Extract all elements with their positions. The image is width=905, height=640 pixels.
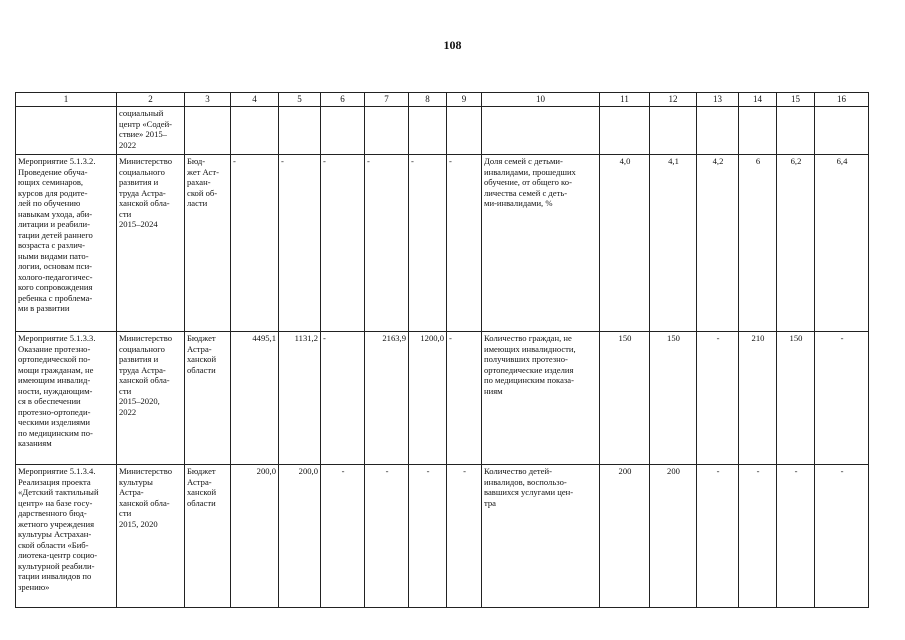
funding-value-cell (321, 107, 365, 155)
indicator-value-cell: 200 (600, 465, 650, 608)
table-row (16, 465, 869, 608)
indicator-value-cell: - (697, 332, 739, 465)
column-number-header: 4 (231, 93, 279, 107)
indicator-value-cell: - (739, 465, 777, 608)
funding-value-cell: - (447, 465, 482, 608)
funding-value-cell: - (321, 332, 365, 465)
executor-cell: Министерство культуры Астра- ханской обла- сти 2015, 2020 (117, 465, 185, 608)
indicator-cell: Количество детей- инвалидов, воспользо- вавшихся услугами цен- тра (482, 465, 600, 608)
column-number-header: 2 (117, 93, 185, 107)
column-number-header: 1 (16, 93, 117, 107)
column-number-header: 13 (697, 93, 739, 107)
funding-value-cell: - (409, 465, 447, 608)
page-number: 108 (443, 38, 462, 52)
indicator-value-cell: 200 (650, 465, 697, 608)
funding-value-cell (447, 107, 482, 155)
indicator-value-cell (739, 107, 777, 155)
funding-value-cell: - (447, 332, 482, 465)
indicator-value-cell: - (815, 465, 869, 608)
indicator-cell (482, 107, 600, 155)
funding-value-cell: - (365, 155, 409, 332)
funding-value-cell (279, 107, 321, 155)
funding-value-cell: 1131,2 (279, 332, 321, 465)
indicator-value-cell: 150 (650, 332, 697, 465)
column-number-header: 12 (650, 93, 697, 107)
funding-source-cell: Бюджет Астра- ханской области (185, 332, 231, 465)
indicator-value-cell: 150 (777, 332, 815, 465)
table-row (16, 332, 869, 465)
indicator-value-cell (697, 107, 739, 155)
funding-value-cell: - (231, 155, 279, 332)
program-measures-table (15, 92, 869, 608)
indicator-value-cell: - (815, 332, 869, 465)
column-number-header: 16 (815, 93, 869, 107)
indicator-value-cell (650, 107, 697, 155)
table-row (16, 107, 869, 155)
column-number-header: 5 (279, 93, 321, 107)
funding-value-cell: - (447, 155, 482, 332)
funding-value-cell (365, 107, 409, 155)
column-number-header: 11 (600, 93, 650, 107)
indicator-cell: Доля семей с детьми- инвалидами, прошедших обучение, от общего ко- личества семей с деть- ми-инвалидами, % (482, 155, 600, 332)
funding-value-cell: - (321, 155, 365, 332)
column-number-header: 15 (777, 93, 815, 107)
measure-name-cell: Мероприятие 5.1.3.3. Оказание протезно- ортопедической по- мощи гражданам, не имеющим инвалид- ности, нуждающим- ся в обеспечении протезно-ортопеди- ческими изделиями по медицинским по- казаниям (16, 332, 117, 465)
column-number-header: 9 (447, 93, 482, 107)
indicator-value-cell (600, 107, 650, 155)
measure-name-cell: Мероприятие 5.1.3.4. Реализация проекта «Детский тактильный центр» на базе госу- дарственного бюд- жетного учреждения культуры Астрахан- ской области «Биб- лиотека-центр социо- культурной реабили- тации инвалидов по зрению» (16, 465, 117, 608)
executor-cell: социальный центр «Содей- ствие» 2015– 2022 (117, 107, 185, 155)
indicator-value-cell: 150 (600, 332, 650, 465)
funding-value-cell: 2163,9 (365, 332, 409, 465)
column-number-header: 6 (321, 93, 365, 107)
indicator-value-cell (777, 107, 815, 155)
indicator-value-cell: 6,4 (815, 155, 869, 332)
column-number-header: 7 (365, 93, 409, 107)
funding-value-cell: 200,0 (279, 465, 321, 608)
funding-value-cell: 200,0 (231, 465, 279, 608)
funding-value-cell: - (279, 155, 321, 332)
table-row (16, 155, 869, 332)
funding-source-cell: Бюд- жет Аст- рахан- ской об- ласти (185, 155, 231, 332)
indicator-value-cell: 4,1 (650, 155, 697, 332)
indicator-value-cell (815, 107, 869, 155)
indicator-value-cell: 6,2 (777, 155, 815, 332)
indicator-value-cell: 4,0 (600, 155, 650, 332)
column-number-header: 3 (185, 93, 231, 107)
indicator-value-cell: - (697, 465, 739, 608)
funding-value-cell: - (365, 465, 409, 608)
column-number-header: 14 (739, 93, 777, 107)
funding-value-cell (409, 107, 447, 155)
table-header-row (16, 93, 869, 107)
indicator-value-cell: 6 (739, 155, 777, 332)
funding-value-cell (231, 107, 279, 155)
indicator-cell: Количество граждан, не имеющих инвалидности, получивших протезно- ортопедические изделия по медицинским показа- ниям (482, 332, 600, 465)
executor-cell: Министерство социального развития и труда Астра- ханской обла- сти 2015–2020, 2022 (117, 332, 185, 465)
column-number-header: 10 (482, 93, 600, 107)
funding-source-cell: Бюджет Астра- ханской области (185, 465, 231, 608)
funding-value-cell: - (409, 155, 447, 332)
funding-value-cell: 4495,1 (231, 332, 279, 465)
indicator-value-cell: - (777, 465, 815, 608)
indicator-value-cell: 210 (739, 332, 777, 465)
measure-name-cell (16, 107, 117, 155)
funding-source-cell (185, 107, 231, 155)
funding-value-cell: 1200,0 (409, 332, 447, 465)
column-number-header: 8 (409, 93, 447, 107)
measure-name-cell: Мероприятие 5.1.3.2. Проведение обуча- ющих семинаров, курсов для родите- лей по обучению навыкам ухода, аби- литации и реабили- тации детей раннего возраста с различ- ными видами пато- логии, основам пси- холого-педагогичес- кого сопровождения ребенка с проблема- ми в развитии (16, 155, 117, 332)
executor-cell: Министерство социального развития и труда Астра- ханской обла- сти 2015–2024 (117, 155, 185, 332)
indicator-value-cell: 4,2 (697, 155, 739, 332)
funding-value-cell: - (321, 465, 365, 608)
